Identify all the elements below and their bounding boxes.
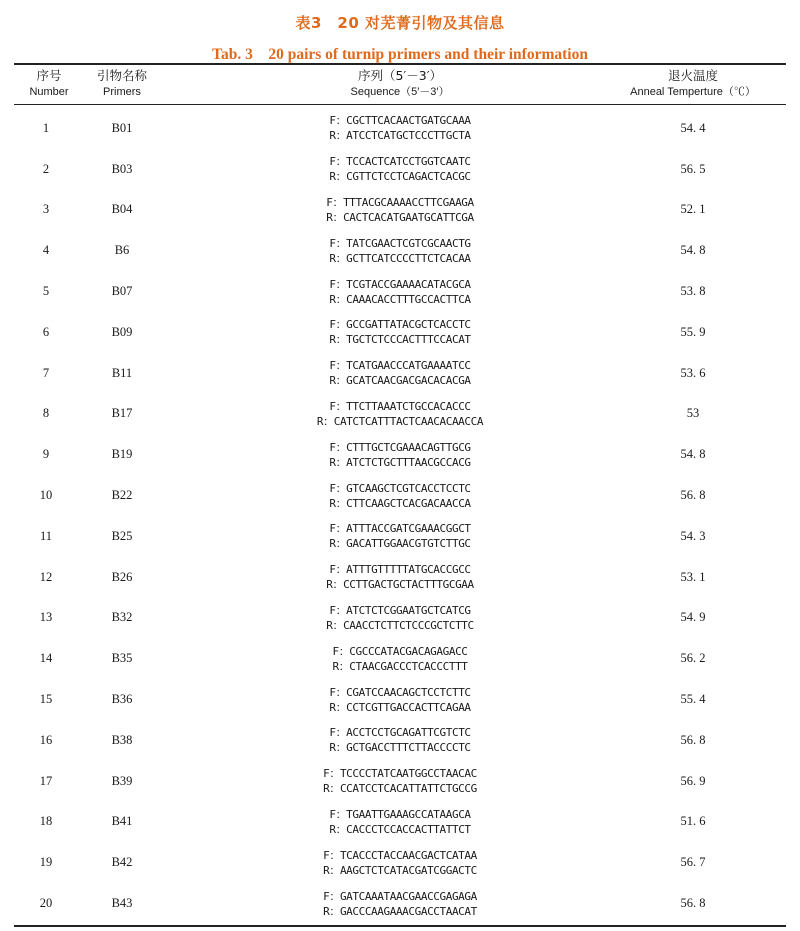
row-number: 1 (42, 120, 50, 135)
forward-sequence: F：ATTTGTTTTTATGCACCGCC (329, 563, 471, 577)
row-sequence (220, 598, 580, 639)
row-anneal-temp: 53. 1 (680, 569, 706, 584)
reverse-sequence: R：CAAACACCTTTGCCACTTCA (329, 292, 471, 306)
row-number: 18 (39, 814, 53, 829)
row-anneal-temp: 56. 8 (680, 896, 706, 911)
row-anneal-temp: 54. 8 (680, 447, 706, 462)
row-primer: B22 (111, 488, 133, 503)
row-sequence (220, 679, 580, 720)
row-primer: B25 (111, 528, 133, 543)
forward-sequence: F：CTTTGCTCGAAACAGTTGCG (329, 440, 471, 454)
row-sequence (220, 557, 580, 598)
table-row (0, 271, 800, 312)
row-sequence (220, 149, 580, 190)
table-row (0, 434, 800, 475)
row-sequence (220, 516, 580, 557)
reverse-sequence: R：CGTTCTCCTCAGACTCACGC (329, 170, 471, 184)
forward-sequence: F：GATCAAATAACGAACCGAGAGA (323, 889, 477, 903)
header-primers-en: Primers (103, 86, 141, 98)
table-row (0, 108, 800, 149)
forward-sequence: F：TCATGAACCCATGAAAATCC (329, 359, 471, 373)
row-primer: B32 (111, 610, 133, 625)
row-sequence (220, 802, 580, 843)
table-row (0, 802, 800, 843)
table-row (0, 883, 800, 924)
header-sequence-en: Sequence（5′－3′） (350, 86, 450, 98)
header-primers (84, 68, 160, 100)
forward-sequence: F：TATCGAACTCGTCGCAACTG (329, 236, 471, 250)
table-row (0, 638, 800, 679)
row-number: 6 (42, 324, 50, 339)
row-primer: B41 (111, 814, 133, 829)
reverse-sequence: R：ATCCTCATGCTCCCTTGCTA (329, 129, 471, 143)
row-primer: B43 (111, 896, 133, 911)
reverse-sequence: R：TGCTCTCCCACTTTCCACAT (329, 333, 471, 347)
row-primer: B35 (111, 651, 133, 666)
row-primer: B11 (111, 365, 133, 380)
row-primer: B03 (111, 161, 133, 176)
row-anneal-temp: 56. 5 (680, 161, 706, 176)
forward-sequence: F：GCCGATTATACGCTCACCTC (329, 318, 471, 332)
row-anneal-temp: 56. 9 (680, 773, 706, 788)
reverse-sequence: R：GCTGACCTTTCTTACCCCTC (329, 741, 471, 755)
row-anneal-temp: 54. 9 (680, 610, 706, 625)
forward-sequence: F：CGCCCATACGACAGAGACC (332, 644, 468, 658)
row-anneal-temp: 56. 2 (680, 651, 706, 666)
forward-sequence: F：TCACCCTACCAACGACTCATAA (323, 848, 477, 862)
row-number: 9 (42, 447, 50, 462)
row-primer: B01 (111, 120, 133, 135)
header-sequence (220, 68, 580, 100)
row-anneal-temp: 56. 8 (680, 488, 706, 503)
header-primers-cn: 引物名称 (96, 68, 147, 83)
reverse-sequence: R：CATCTCATTTACTCAACACAACCA (316, 414, 484, 428)
row-anneal-temp: 53. 6 (680, 365, 706, 380)
row-number: 19 (39, 855, 53, 870)
row-sequence (220, 434, 580, 475)
row-primer: B04 (111, 202, 133, 217)
forward-sequence: F：TCGTACCGAAAACATACGCA (329, 277, 471, 291)
row-primer: B17 (111, 406, 133, 421)
row-anneal-temp: 56. 7 (680, 855, 706, 870)
row-number: 12 (39, 569, 53, 584)
row-anneal-temp: 52. 1 (680, 202, 706, 217)
table-row (0, 557, 800, 598)
reverse-sequence: R：ATCTCTGCTTTAACGCCACG (329, 455, 471, 469)
forward-sequence: F：ATTTACCGATCGAAACGGCT (329, 522, 471, 536)
reverse-sequence: R：CACCCTCCACCACTTATTCT (329, 822, 471, 836)
row-primer: B36 (111, 692, 133, 707)
row-anneal-temp: 54. 3 (680, 528, 706, 543)
forward-sequence: F：TTCTTAAATCTGCCACACCC (329, 399, 471, 413)
row-sequence (220, 761, 580, 802)
row-primer: B19 (111, 447, 133, 462)
table-row (0, 842, 800, 883)
table-row (0, 312, 800, 353)
reverse-sequence: R：GACATTGGAACGTGTCTTGC (329, 537, 471, 551)
forward-sequence: F：TCCACTCATCCTGGTCAATC (329, 155, 471, 169)
row-sequence (220, 108, 580, 149)
row-primer: B42 (111, 855, 133, 870)
reverse-sequence: R：CCATCCTCACATTATTCTGCCG (323, 782, 477, 796)
table-row (0, 516, 800, 557)
row-number: 8 (42, 406, 50, 421)
forward-sequence: F：GTCAAGCTCGTCACCTCCTC (329, 481, 471, 495)
header-anneal-en: Anneal Temperture（℃） (630, 86, 756, 98)
table-row (0, 394, 800, 435)
reverse-sequence: R：CCTCGTTGACCACTTCAGAA (329, 700, 471, 714)
forward-sequence: F：ATCTCTCGGAATGCTCATCG (329, 603, 471, 617)
header-anneal-cn: 退火温度 (667, 68, 718, 83)
table-row (0, 353, 800, 394)
reverse-sequence: R：CACTCACATGAATGCATTCGA (326, 210, 474, 224)
row-number: 11 (39, 528, 53, 543)
row-number: 20 (39, 896, 53, 911)
row-anneal-temp: 53 (686, 406, 700, 421)
table-row (0, 475, 800, 516)
row-primer: B26 (111, 569, 133, 584)
reverse-sequence: R：CAACCTCTTCTCCCGCTCTTC (326, 618, 474, 632)
row-sequence (220, 271, 580, 312)
row-number: 3 (42, 202, 50, 217)
forward-sequence: F：TGAATTGAAAGCCATAAGCA (329, 807, 471, 821)
reverse-sequence: R：CTAACGACCCTCACCCTTT (332, 659, 468, 673)
header-sequence-cn: 序列（5′－3′） (357, 68, 443, 83)
row-primer: B07 (111, 284, 133, 299)
reverse-sequence: R：GCATCAACGACGACACACGA (329, 374, 471, 388)
row-sequence (220, 353, 580, 394)
forward-sequence: F：CGCTTCACAACTGATGCAAA (329, 114, 471, 128)
row-sequence (220, 720, 580, 761)
forward-sequence: F：CGATCCAACAGCTCCTCTTC (329, 685, 471, 699)
row-number: 16 (39, 732, 53, 747)
table-body (0, 108, 800, 924)
row-number: 13 (39, 610, 53, 625)
row-primer: B38 (111, 732, 133, 747)
header-number-cn: 序号 (36, 68, 62, 83)
row-primer: B39 (111, 773, 133, 788)
row-sequence (220, 475, 580, 516)
row-sequence (220, 883, 580, 924)
row-sequence (220, 190, 580, 231)
table-row (0, 761, 800, 802)
row-number: 4 (42, 243, 50, 258)
row-sequence (220, 638, 580, 679)
top-rule (14, 63, 786, 65)
table-title-en: Tab. 3 20 pairs of turnip primers and their information (212, 46, 588, 63)
row-anneal-temp: 55. 9 (680, 324, 706, 339)
reverse-sequence: R：AAGCTCTCATACGATCGGACTC (323, 863, 477, 877)
table-row (0, 598, 800, 639)
table-row (0, 149, 800, 190)
bottom-rule (14, 925, 786, 927)
row-anneal-temp: 54. 8 (680, 243, 706, 258)
row-primer: B09 (111, 324, 133, 339)
row-anneal-temp: 53. 8 (680, 284, 706, 299)
table-row (0, 720, 800, 761)
row-number: 2 (42, 161, 50, 176)
forward-sequence: F：TCCCCTATCAATGGCCTAACAC (323, 767, 477, 781)
row-sequence (220, 312, 580, 353)
row-number: 15 (39, 692, 53, 707)
row-number: 5 (42, 284, 50, 299)
header-number-en: Number (29, 86, 69, 98)
row-anneal-temp: 51. 6 (680, 814, 706, 829)
header-anneal (600, 68, 786, 100)
row-number: 17 (39, 773, 53, 788)
header-rule (14, 104, 786, 105)
row-number: 7 (42, 365, 50, 380)
forward-sequence: F：TTTACGCAAAACCTTCGAAGA (326, 195, 474, 209)
row-number: 14 (39, 651, 53, 666)
header-number (18, 68, 80, 100)
row-primer: B6 (114, 243, 130, 258)
row-anneal-temp: 54. 4 (680, 120, 706, 135)
reverse-sequence: R：GACCCAAGAAACGACCTAACAT (323, 904, 477, 918)
row-sequence (220, 230, 580, 271)
table-title-cn: 表3 20 对芜菁引物及其信息 (295, 14, 505, 32)
reverse-sequence: R：CTTCAAGCTCACGACAACCA (329, 496, 471, 510)
row-number: 10 (39, 488, 53, 503)
table-row (0, 230, 800, 271)
row-anneal-temp: 56. 8 (680, 732, 706, 747)
reverse-sequence: R：GCTTCATCCCCTTCTCACAA (329, 251, 471, 265)
row-sequence (220, 394, 580, 435)
row-sequence (220, 842, 580, 883)
reverse-sequence: R：CCTTGACTGCTACTTTGCGAA (326, 578, 474, 592)
table-row (0, 679, 800, 720)
forward-sequence: F：ACCTCCTGCAGATTCGTCTC (329, 726, 471, 740)
table-row (0, 190, 800, 231)
row-anneal-temp: 55. 4 (680, 692, 706, 707)
